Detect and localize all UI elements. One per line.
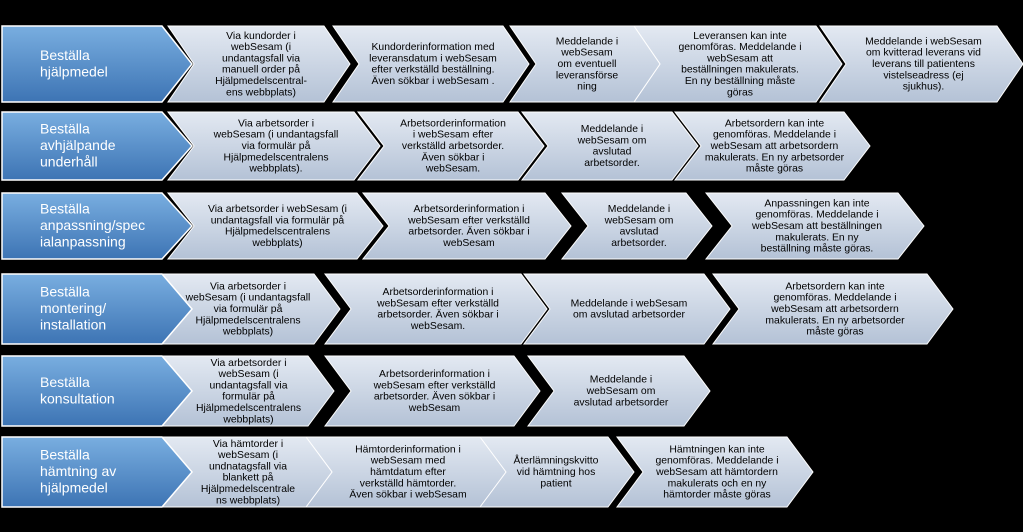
process-row bbox=[2, 274, 953, 344]
text-line: webbplats). bbox=[249, 163, 303, 175]
text-line: webSesam (i bbox=[218, 368, 279, 380]
text-line: Hjälpmedelscentralens bbox=[224, 226, 331, 238]
text-line: Hjälpmedelscentralens bbox=[195, 315, 301, 327]
text-line: sjukhus). bbox=[902, 81, 945, 93]
text-line: ns webbplats) bbox=[215, 495, 281, 507]
text-line: i webSesam efter bbox=[412, 129, 494, 141]
process-step bbox=[306, 437, 506, 507]
text-line: patient bbox=[540, 478, 572, 490]
text-line: Leveransen kan inte bbox=[693, 30, 787, 42]
text-line: webSesam (i bbox=[230, 41, 292, 53]
text-line: makulerats och en ny bbox=[667, 478, 767, 490]
process-step bbox=[562, 193, 712, 259]
text-line: ialanpassning bbox=[40, 233, 126, 250]
text-line: vid hämtning hos bbox=[516, 466, 596, 478]
text-line: Kundorderinformation med bbox=[371, 41, 495, 53]
text-line: webSesam med bbox=[370, 455, 446, 467]
text-line: webSesam att arbetsordern bbox=[710, 140, 839, 152]
row-header bbox=[2, 274, 192, 344]
text-line: Beställa bbox=[40, 120, 90, 137]
process-row bbox=[2, 356, 710, 426]
process-step bbox=[333, 26, 529, 102]
process-step bbox=[325, 356, 540, 426]
process-step bbox=[168, 112, 380, 180]
step-text bbox=[655, 444, 778, 500]
text-line: via formulär på bbox=[241, 140, 311, 152]
text-line: leverans till patientens bbox=[872, 58, 975, 70]
text-line: avhjälpande bbox=[40, 136, 116, 153]
row-header bbox=[2, 193, 192, 259]
process-step bbox=[675, 112, 870, 180]
text-line: Hjälpmedelscentrale bbox=[200, 483, 296, 495]
text-line: genomföras. Meddelande i bbox=[755, 209, 879, 221]
text-line: webSesam att bbox=[707, 53, 773, 65]
text-line: arbetsorder. Även sökbar i bbox=[373, 391, 496, 403]
text-line: blankett på bbox=[222, 472, 274, 484]
text-line: beställning måste göras. bbox=[760, 243, 874, 255]
process-step bbox=[634, 26, 842, 102]
process-step bbox=[820, 26, 1023, 102]
text-line: Beställa bbox=[40, 200, 90, 217]
text-line: Meddelande i bbox=[589, 374, 653, 386]
text-line: arbetsorder. bbox=[584, 157, 640, 169]
text-line: måste göras bbox=[806, 326, 864, 338]
text-line: undantagsfall via formulär på bbox=[210, 215, 345, 227]
text-line: Arbetsorderinformation i bbox=[379, 368, 490, 380]
text-line: avslutad arbetsorder bbox=[573, 397, 669, 409]
text-line: om eventuell bbox=[557, 58, 617, 70]
text-line: webbplats) bbox=[223, 414, 274, 426]
text-line: verkställd hämtorder. bbox=[359, 478, 457, 490]
text-line: genomföras. Meddelande i bbox=[655, 455, 779, 467]
text-line: webSesam om bbox=[577, 135, 647, 147]
text-line: Hämtningen kan inte bbox=[669, 444, 765, 456]
text-line: avslutad bbox=[592, 146, 632, 158]
step-text bbox=[369, 42, 497, 87]
text-line: formulär på bbox=[222, 391, 275, 403]
text-line: Arbetsordern kan inte bbox=[785, 281, 885, 293]
row-header bbox=[2, 437, 192, 507]
text-line: Anpassningen kan inte bbox=[764, 198, 870, 210]
text-line: Beställa bbox=[40, 446, 90, 463]
text-line: ens webbplats) bbox=[226, 87, 296, 99]
text-line: om avslutad arbetsorder bbox=[572, 309, 686, 321]
text-line: Via kundorder i bbox=[226, 30, 296, 42]
text-line: webSesam efter verkställd bbox=[373, 380, 496, 392]
text-line: webSesam (i undantagsfall bbox=[185, 292, 311, 304]
text-line: arbetsorder. bbox=[611, 237, 667, 249]
text-line: arbetsorder. Även sökbar i bbox=[377, 309, 499, 321]
text-line: underhåll bbox=[40, 153, 98, 170]
text-line: webSesam efter verkställd bbox=[408, 215, 530, 227]
text-line: webSesam (i undantagsfall bbox=[213, 129, 339, 141]
text-line: Via arbetsorder i bbox=[237, 118, 315, 130]
text-line: makulerats. En ny arbetsorder bbox=[765, 315, 905, 327]
process-step bbox=[363, 193, 571, 259]
text-line: undantagsfall via bbox=[209, 380, 288, 392]
process-step bbox=[168, 26, 350, 102]
text-line: webSesam att beställningen bbox=[752, 220, 882, 232]
text-line: måste göras bbox=[745, 163, 804, 175]
text-line: Hämtorderinformation i bbox=[355, 444, 461, 456]
text-line: Meddelande i bbox=[555, 36, 619, 48]
step-text bbox=[751, 198, 882, 254]
step-text bbox=[571, 298, 688, 320]
text-line: Hjälpmedelscentralens bbox=[223, 152, 329, 164]
text-line: hjälpmedel bbox=[40, 479, 108, 496]
text-line: leveransdatum i webSesam bbox=[369, 53, 497, 65]
text-line: avslutad bbox=[619, 226, 659, 238]
text-line: Arbetsorderinformation bbox=[400, 118, 506, 130]
text-line: leveransförse bbox=[555, 70, 619, 82]
text-line: undnatagsfall via bbox=[209, 461, 287, 473]
text-line: Även sökbar i bbox=[421, 152, 485, 164]
process-step bbox=[706, 193, 924, 259]
text-line: webSesam bbox=[561, 47, 613, 59]
text-line: Även sökbar i webSesam bbox=[349, 489, 467, 501]
process-step bbox=[358, 112, 544, 180]
text-line: hämtorder måste göras bbox=[663, 489, 771, 501]
text-line: om kvitterad leverans vid bbox=[866, 47, 981, 59]
text-line: Hjälpmedelscentral- bbox=[215, 75, 307, 87]
step-text bbox=[215, 31, 307, 99]
text-line: konsultation bbox=[40, 390, 115, 407]
row-header bbox=[2, 26, 192, 102]
text-line: webbplats) bbox=[252, 237, 303, 249]
text-line: genomföras. Meddelande i bbox=[712, 129, 837, 141]
process-row bbox=[2, 26, 1023, 102]
text-line: Via hämtorder i bbox=[212, 438, 284, 450]
text-line: anpassning/spec bbox=[40, 216, 146, 233]
text-line: arbetsorder. Även sökbar i bbox=[408, 226, 530, 238]
text-line: webSesam. bbox=[410, 320, 466, 332]
text-line: Beställa bbox=[40, 283, 90, 300]
process-row bbox=[2, 437, 813, 507]
text-line: Arbetsorderinformation i bbox=[382, 286, 494, 298]
text-line: webbplats) bbox=[222, 326, 274, 338]
text-line: Hjälpmedelscentralens bbox=[195, 402, 302, 414]
text-line: Meddelande i bbox=[607, 203, 671, 215]
row-header bbox=[2, 356, 192, 426]
process-step bbox=[522, 112, 698, 180]
process-row bbox=[2, 193, 924, 259]
process-step bbox=[528, 356, 710, 426]
text-line: undantagsfall via bbox=[222, 53, 300, 65]
text-line: Återlämningskvitto bbox=[513, 455, 599, 467]
row-header bbox=[2, 112, 192, 180]
process-row bbox=[2, 112, 870, 180]
text-line: Via arbetsorder i webSesam (i bbox=[208, 203, 347, 215]
text-line: verkställd arbetsorder. bbox=[401, 140, 505, 152]
text-line: montering/ bbox=[40, 299, 107, 316]
text-line: göras bbox=[727, 87, 753, 99]
text-line: Även sökbar i webSesam . bbox=[371, 75, 495, 87]
text-line: ning bbox=[577, 81, 597, 93]
process-step bbox=[617, 437, 813, 507]
text-line: webSesam bbox=[443, 237, 495, 249]
text-line: Via arbetsorder i bbox=[210, 357, 287, 369]
process-step bbox=[510, 26, 660, 102]
text-line: makulerats. En ny bbox=[775, 232, 859, 244]
text-line: genomföras. Meddelande i bbox=[678, 41, 802, 53]
text-line: beställningen makulerats. bbox=[681, 64, 799, 76]
text-line: Via arbetsorder i bbox=[209, 281, 287, 293]
text-line: webSesam efter verkställd bbox=[377, 298, 499, 310]
text-line: webSesam om bbox=[604, 215, 674, 227]
text-line: genomföras. Meddelande i bbox=[773, 292, 897, 304]
text-line: vistelseadress (ej bbox=[883, 70, 964, 82]
text-line: Beställa bbox=[40, 46, 90, 63]
text-line: efter verkställd beställning. bbox=[371, 64, 495, 76]
text-line: Meddelande i webSesam bbox=[570, 298, 688, 310]
text-line: webSesam att hämtordern bbox=[656, 466, 778, 478]
text-line: webSesam (i bbox=[217, 449, 279, 461]
text-line: hämtning av bbox=[40, 462, 117, 479]
process-step bbox=[524, 274, 730, 344]
process-step bbox=[168, 193, 383, 259]
text-line: installation bbox=[40, 316, 107, 333]
process-step bbox=[325, 274, 547, 344]
text-line: Arbetsordern kan inte bbox=[724, 118, 825, 130]
text-line: En ny beställning måste bbox=[684, 75, 796, 87]
text-line: webSesam om bbox=[586, 385, 656, 397]
text-line: via formulär på bbox=[213, 303, 283, 315]
text-line: Meddelande i bbox=[580, 123, 644, 135]
text-line: makulerats. En ny arbetsorder bbox=[704, 152, 845, 164]
text-line: webSesam att arbetsordern bbox=[771, 303, 899, 315]
text-line: Beställa bbox=[40, 373, 90, 390]
text-line: Meddelande i webSesam bbox=[865, 36, 982, 48]
process-step bbox=[713, 274, 953, 344]
text-line: hjälpmedel bbox=[40, 63, 108, 80]
text-line: hämtdatum efter bbox=[370, 466, 446, 478]
text-line: Arbetsorderinformation i bbox=[413, 203, 525, 215]
text-line: manuell order på bbox=[222, 64, 300, 76]
text-line: webSesam. bbox=[425, 163, 481, 175]
text-line: webSesam bbox=[408, 402, 461, 414]
